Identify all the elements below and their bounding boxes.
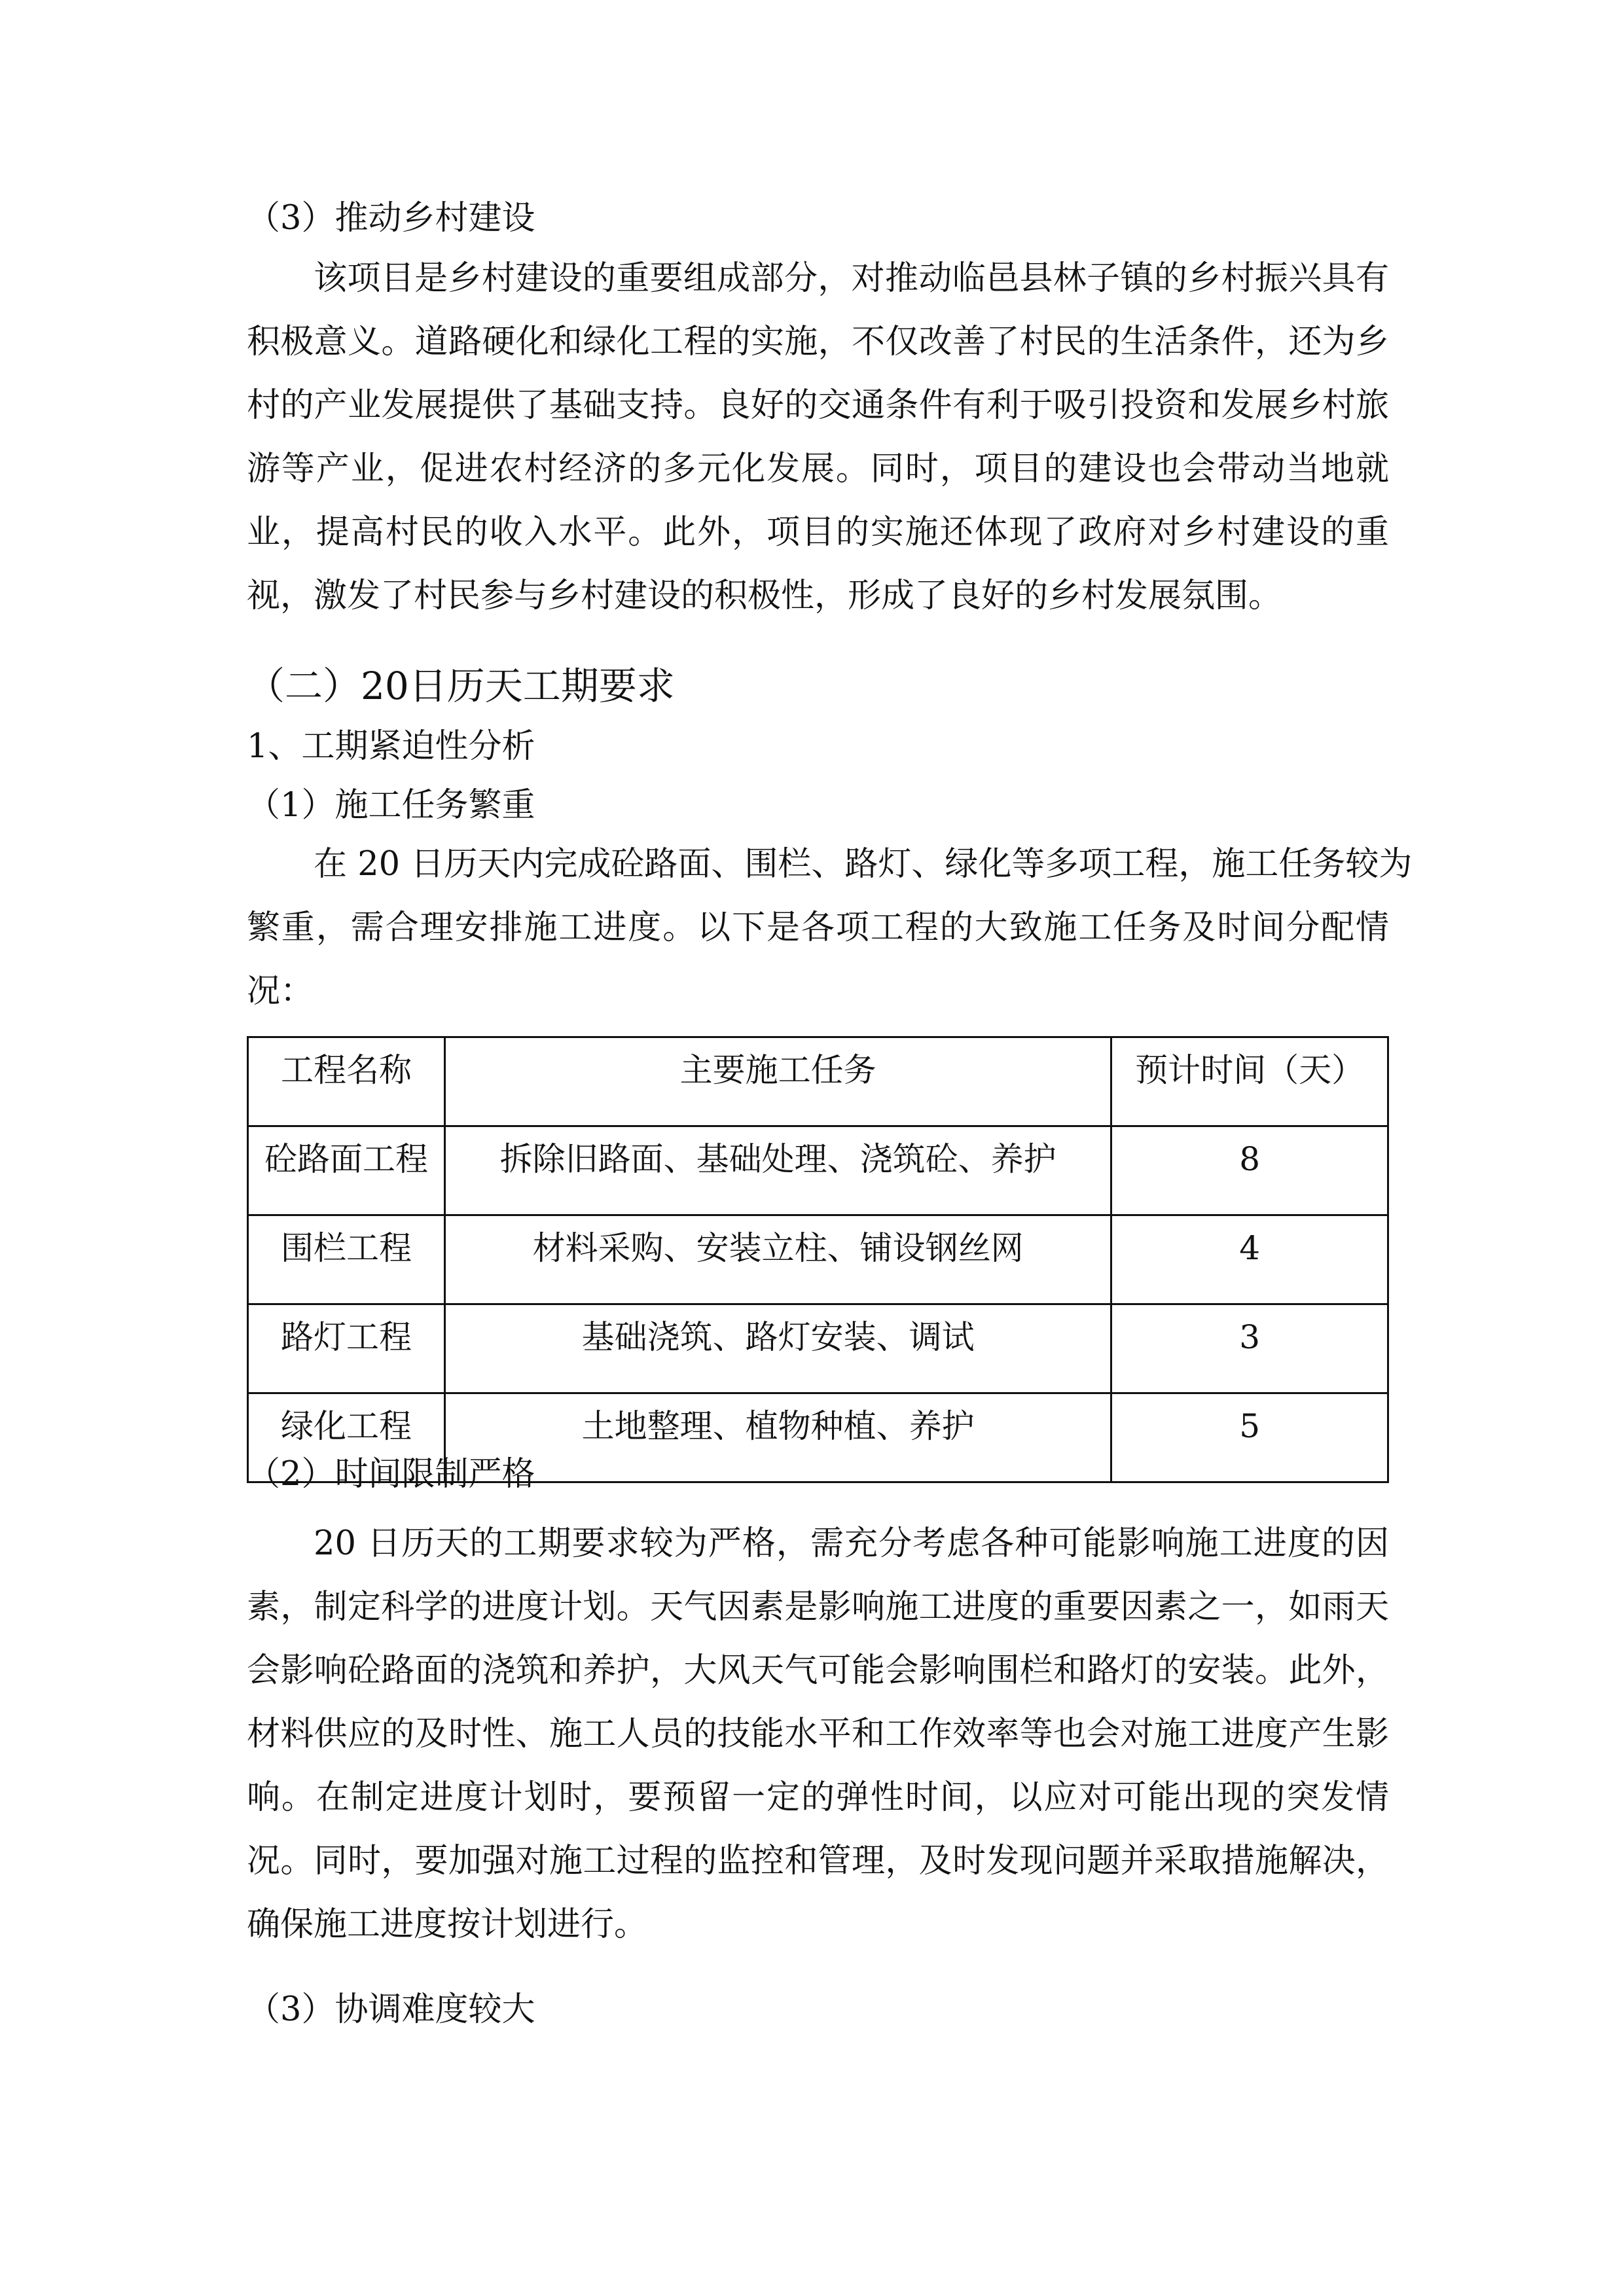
heading-text: （3）协调难度较大	[247, 1990, 535, 2029]
heading-text: （3）推动乡村建设	[247, 199, 535, 238]
paragraph-line: 繁重，需合理安排施工进度。以下是各项工程的大致施工任务及时间分配情	[247, 908, 1389, 947]
paragraph-line: 况：	[247, 972, 314, 1011]
paragraph-line: 会影响砼路面的浇筑和养护，大风天气可能会影响围栏和路灯的安装。此外，	[247, 1651, 1389, 1690]
task-schedule-table	[247, 1036, 1389, 1483]
cell-tasks: 基础浇筑、路灯安装、调试	[444, 1304, 1111, 1393]
heading-text: （1）施工任务繁重	[247, 786, 535, 825]
cell-days: 4	[1111, 1215, 1388, 1304]
heading-strict-time-limit	[247, 1443, 1389, 1506]
cell-project: 砼路面工程	[248, 1126, 445, 1215]
paragraph-line: 20 日历天的工期要求较为严格，需充分考虑各种可能影响施工进度的因	[314, 1524, 1389, 1563]
cell-project: 围栏工程	[248, 1215, 445, 1304]
heading-text: 1、工期紧迫性分析	[247, 727, 535, 766]
paragraph-line: 况。同时，要加强对施工过程的监控和管理，及时发现问题并采取措施解决，	[247, 1842, 1389, 1880]
paragraph-strict-time-limit	[247, 1512, 1389, 1956]
heading-text: （2）时间限制严格	[247, 1455, 535, 1494]
cell-project: 路灯工程	[248, 1304, 445, 1393]
heading-coordination-difficulty	[247, 1978, 1389, 2041]
subheading-urgency-analysis	[247, 715, 1389, 778]
cell-tasks: 拆除旧路面、基础处理、浇筑砼、养护	[444, 1126, 1111, 1215]
paragraph-line: 游等产业，促进农村经济的多元化发展。同时，项目的建设也会带动当地就	[247, 450, 1389, 488]
paragraph-line: 积极意义。道路硬化和绿化工程的实施，不仅改善了村民的生活条件，还为乡	[247, 323, 1389, 361]
paragraph-line: 村的产业发展提供了基础支持。良好的交通条件有利于吸引投资和发展乡村旅	[247, 386, 1389, 425]
paragraph-line: 素，制定科学的进度计划。天气因素是影响施工进度的重要因素之一，如雨天	[247, 1588, 1389, 1626]
table-row	[248, 1215, 1388, 1304]
paragraph-line: 在 20 日历天内完成砼路面、围栏、路灯、绿化等多项工程，施工任务较为	[314, 845, 1413, 884]
heading-text: （二）20日历天工期要求	[247, 664, 675, 708]
cell-project: 绿化工程	[248, 1393, 445, 1482]
paragraph-line: 响。在制定进度计划时，要预留一定的弹性时间，以应对可能出现的突发情	[247, 1778, 1389, 1817]
section-heading-20-days	[247, 655, 1389, 718]
paragraph-line: 该项目是乡村建设的重要组成部分，对推动临邑县林子镇的乡村振兴具有	[314, 259, 1389, 298]
cell-days: 8	[1111, 1126, 1388, 1215]
cell-tasks: 材料采购、安装立柱、铺设钢丝网	[444, 1215, 1111, 1304]
paragraph-rural-construction	[247, 247, 1389, 628]
table-header-row	[248, 1037, 1388, 1126]
heading-promote-rural-construction	[247, 187, 1389, 250]
column-header-days: 预计时间（天）	[1111, 1037, 1388, 1126]
paragraph-heavy-tasks	[247, 833, 1413, 1023]
paragraph-line: 确保施工进度按计划进行。	[247, 1905, 648, 1944]
paragraph-line: 视，激发了村民参与乡村建设的积极性，形成了良好的乡村发展氛围。	[247, 577, 1282, 615]
paragraph-line: 材料供应的及时性、施工人员的技能水平和工作效率等也会对施工进度产生影	[247, 1715, 1389, 1753]
column-header-project: 工程名称	[248, 1037, 445, 1126]
heading-heavy-tasks	[247, 774, 1389, 837]
paragraph-line: 业，提高村民的收入水平。此外，项目的实施还体现了政府对乡村建设的重	[247, 513, 1389, 552]
cell-days: 3	[1111, 1304, 1388, 1393]
table-row	[248, 1304, 1388, 1393]
cell-tasks: 土地整理、植物种植、养护	[444, 1393, 1111, 1482]
column-header-tasks: 主要施工任务	[444, 1037, 1111, 1126]
cell-days: 5	[1111, 1393, 1388, 1482]
table-row	[248, 1126, 1388, 1215]
